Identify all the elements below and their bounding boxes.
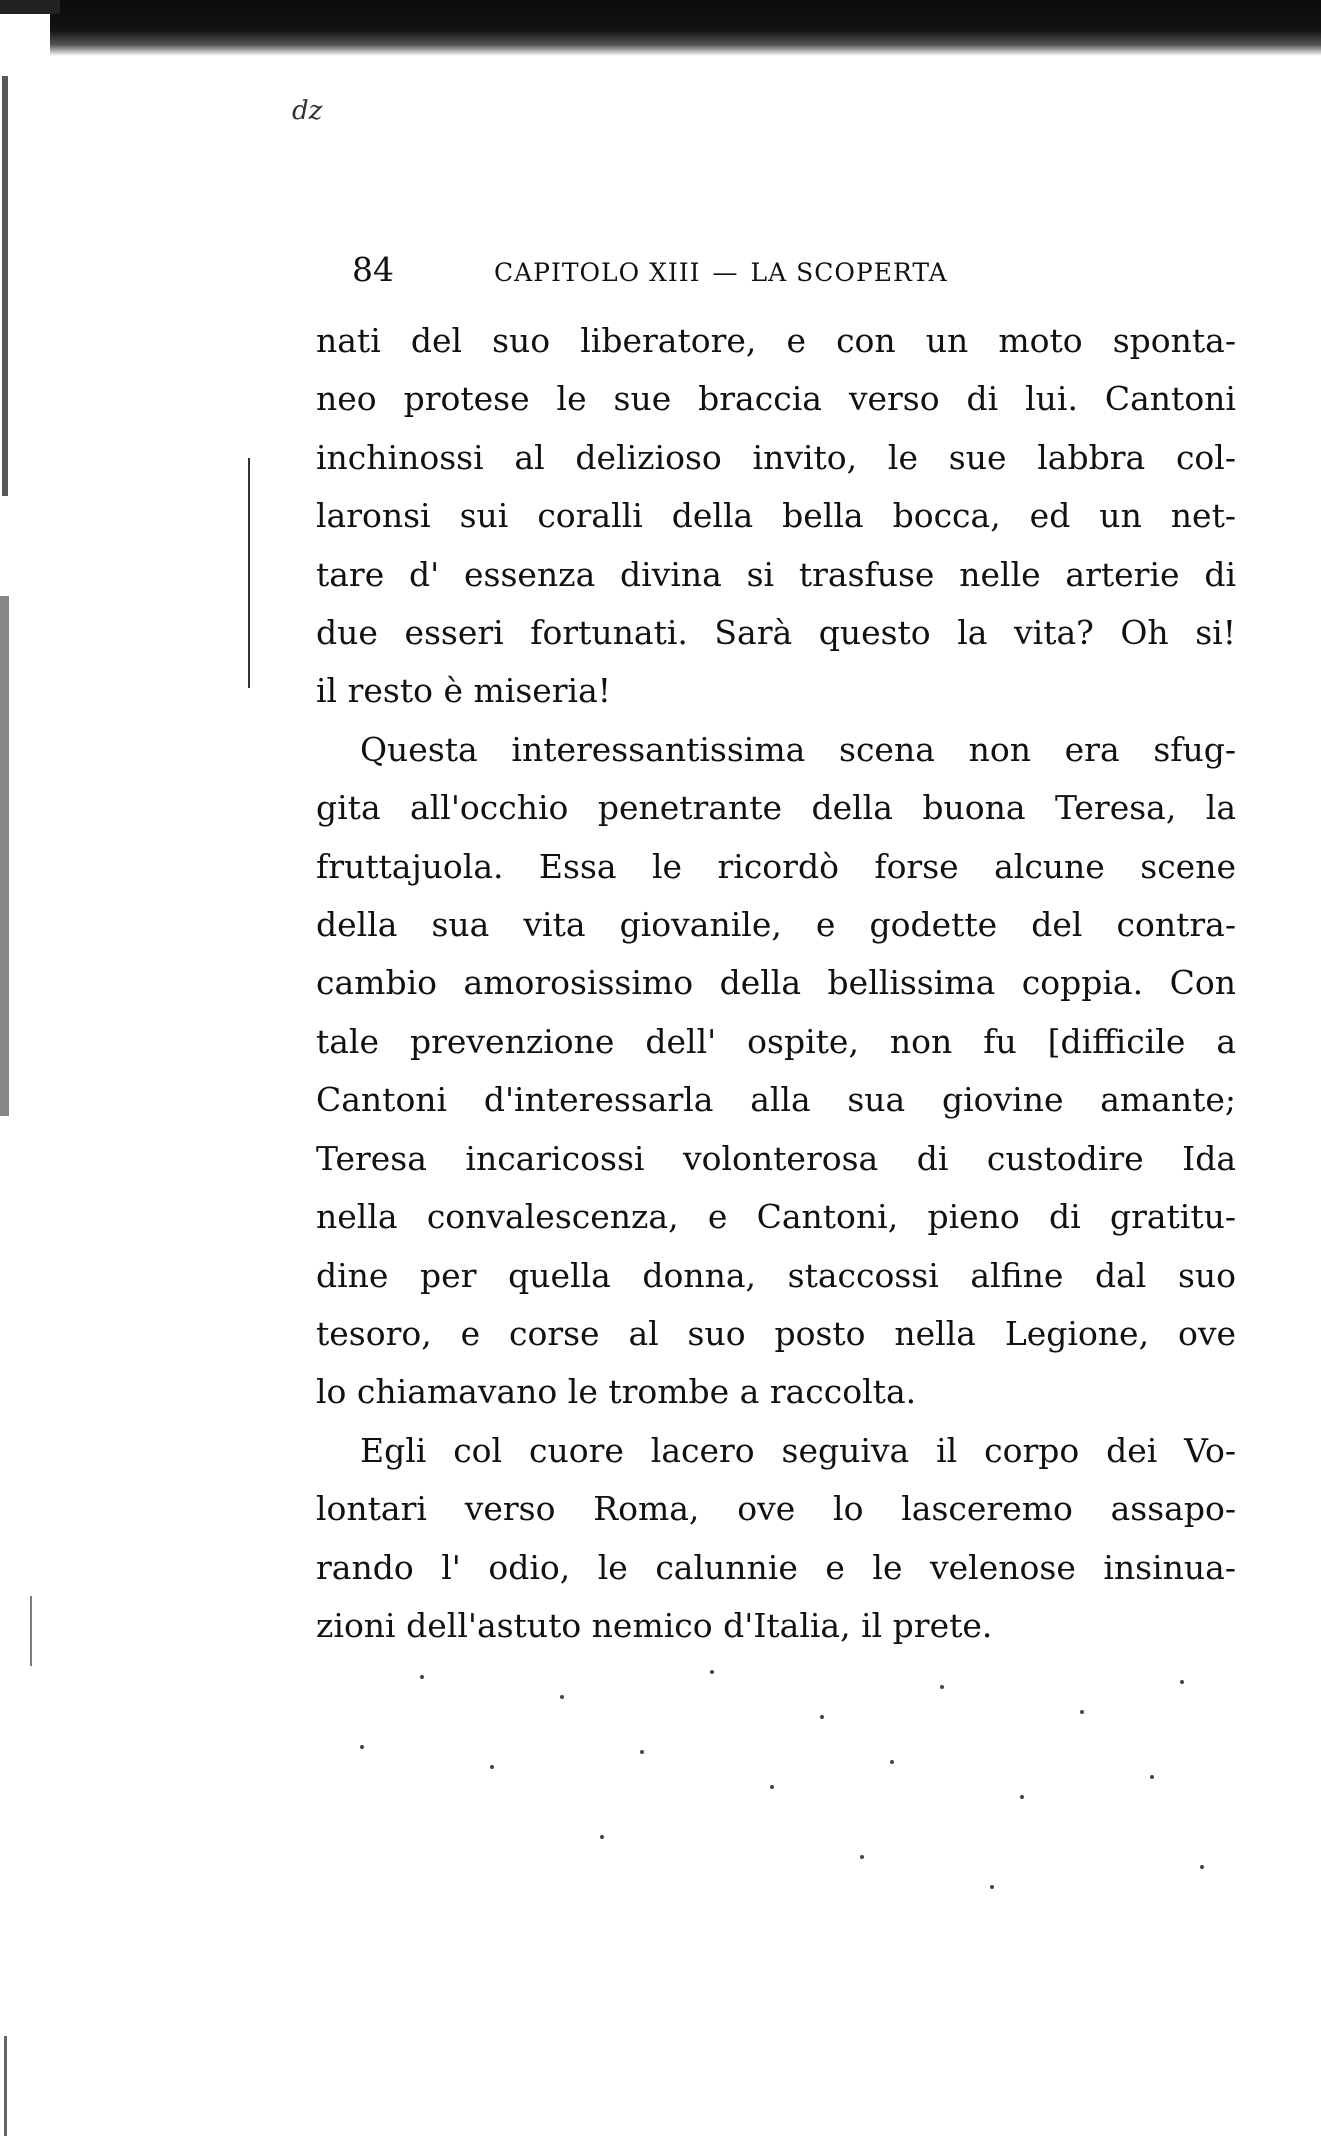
text-line: Egli col cuore lacero seguiva il corpo dei Vo- [360, 1430, 1236, 1470]
book-page [316, 250, 1236, 1645]
bleed-through-noise [300, 1655, 1260, 1925]
text-line: della sua vita giovanile, e godette del contra- [316, 905, 1236, 945]
text-line: tale prevenzione dell' ospite, non fu [difficile a [316, 1021, 1236, 1061]
text-line: Questa interessantissima scena non era sfug- [360, 729, 1236, 769]
text-line: dine per quella donna, staccossi alfine dal suo [316, 1255, 1236, 1295]
text-line: Cantoni d'interessarla alla sua giovine amante; [316, 1080, 1236, 1120]
paragraph [316, 721, 1236, 1422]
text-line: rando l' odio, le calunnie e le velenose insinua- [316, 1547, 1236, 1587]
ink-stain: dz [292, 96, 323, 126]
text-line: il resto è miseria! [316, 671, 612, 711]
text-line: cambio amorosissimo della bellissima coppia. Con [316, 963, 1236, 1003]
text-line: due esseri fortunati. Sarà questo la vita? Oh si! [316, 613, 1236, 653]
scan-top-corner [0, 0, 60, 14]
text-line: lontari verso Roma, ove lo lasceremo assapo- [316, 1489, 1236, 1529]
paragraph [316, 1422, 1236, 1656]
scan-left-edge [0, 56, 12, 2156]
text-line: inchinossi al delizioso invito, le sue labbra col- [316, 437, 1236, 477]
running-header [316, 250, 1236, 310]
text-line: gita all'occhio penetrante della buona Teresa, la [316, 788, 1236, 828]
chapter-label: CAPITOLO XIII [494, 258, 701, 287]
chapter-title [494, 258, 948, 287]
chapter-name: LA SCOPERTA [750, 258, 948, 287]
text-line: nella convalescenza, e Cantoni, pieno di gratitu- [316, 1197, 1236, 1237]
text-line: laronsi sui coralli della bella bocca, ed un net- [316, 496, 1236, 536]
scan-top-border [50, 0, 1321, 56]
text-line: fruttajuola. Essa le ricordò forse alcune scene [316, 846, 1236, 886]
text-line: tesoro, e corse al suo posto nella Legione, ove [316, 1313, 1236, 1353]
text-line: tare d' essenza divina si trasfuse nelle arterie di [316, 554, 1236, 594]
page-number: 84 [352, 250, 394, 289]
text-line: nati del suo liberatore, e con un moto sponta- [316, 321, 1236, 360]
text-line: lo chiamavano le trombe a raccolta. [316, 1372, 917, 1412]
text-line: zioni dell'astuto nemico d'Italia, il prete. [316, 1605, 993, 1645]
paragraph [316, 312, 1236, 721]
header-dash: — [712, 258, 739, 287]
body-text [316, 312, 1236, 1655]
text-line: Teresa incaricossi volonterosa di custodire Ida [316, 1138, 1236, 1178]
margin-pencil-mark [248, 458, 250, 688]
text-line: neo protese le sue braccia verso di lui. Cantoni [316, 379, 1236, 419]
